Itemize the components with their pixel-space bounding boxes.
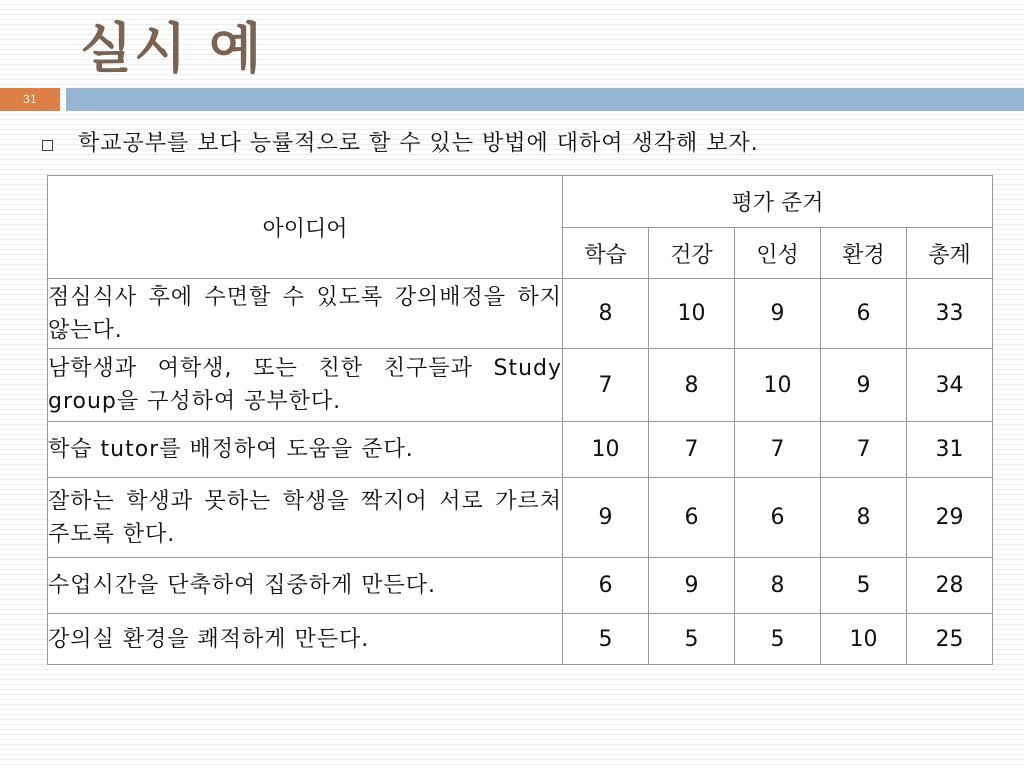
score-cell: 9 bbox=[563, 478, 649, 558]
score-cell: 10 bbox=[821, 614, 907, 665]
column-header-environment: 환경 bbox=[821, 228, 907, 279]
score-cell: 7 bbox=[735, 422, 821, 478]
table-row bbox=[48, 614, 993, 665]
bullet-text: 학교공부를 보다 능률적으로 할 수 있는 방법에 대하여 생각해 보자. bbox=[78, 131, 759, 156]
score-cell: 6 bbox=[735, 478, 821, 558]
score-cell: 7 bbox=[649, 422, 735, 478]
idea-cell: 점심식사 후에 수면할 수 있도록 강의배정을 하지 않는다. bbox=[48, 279, 563, 349]
score-cell: 6 bbox=[821, 279, 907, 349]
score-cell: 5 bbox=[649, 614, 735, 665]
score-cell: 9 bbox=[649, 558, 735, 614]
slide-title: 실시 예 bbox=[80, 17, 264, 80]
column-header-learning: 학습 bbox=[563, 228, 649, 279]
table-row bbox=[48, 478, 993, 558]
column-header-total: 총계 bbox=[907, 228, 993, 279]
score-cell: 8 bbox=[649, 349, 735, 422]
column-header-health: 건강 bbox=[649, 228, 735, 279]
idea-column-header: 아이디어 bbox=[48, 176, 563, 279]
total-cell: 31 bbox=[907, 422, 993, 478]
criteria-header: 평가 준거 bbox=[563, 176, 993, 228]
total-cell: 29 bbox=[907, 478, 993, 558]
score-cell: 6 bbox=[563, 558, 649, 614]
score-cell: 9 bbox=[735, 279, 821, 349]
evaluation-table bbox=[47, 175, 993, 665]
score-cell: 7 bbox=[563, 349, 649, 422]
score-cell: 7 bbox=[821, 422, 907, 478]
total-cell: 33 bbox=[907, 279, 993, 349]
score-cell: 5 bbox=[563, 614, 649, 665]
table-header-row bbox=[48, 176, 993, 228]
idea-cell: 수업시간을 단축하여 집중하게 만든다. bbox=[48, 558, 563, 614]
score-cell: 5 bbox=[735, 614, 821, 665]
score-cell: 9 bbox=[821, 349, 907, 422]
total-cell: 25 bbox=[907, 614, 993, 665]
score-cell: 5 bbox=[821, 558, 907, 614]
column-header-character: 인성 bbox=[735, 228, 821, 279]
table-row bbox=[48, 349, 993, 422]
slide-number: 31 bbox=[0, 88, 60, 111]
idea-cell: 강의실 환경을 쾌적하게 만든다. bbox=[48, 614, 563, 665]
table-row bbox=[48, 279, 993, 349]
score-cell: 10 bbox=[563, 422, 649, 478]
score-cell: 8 bbox=[563, 279, 649, 349]
header-bar bbox=[66, 88, 1024, 111]
table-row bbox=[48, 558, 993, 614]
score-cell: 8 bbox=[821, 478, 907, 558]
score-cell: 6 bbox=[649, 478, 735, 558]
table-row bbox=[48, 422, 993, 478]
score-cell: 8 bbox=[735, 558, 821, 614]
score-cell: 10 bbox=[735, 349, 821, 422]
square-bullet-icon bbox=[42, 140, 53, 151]
idea-cell: 학습 tutor를 배정하여 도움을 준다. bbox=[48, 422, 563, 478]
score-cell: 10 bbox=[649, 279, 735, 349]
bullet-point bbox=[42, 126, 1002, 166]
idea-cell: 잘하는 학생과 못하는 학생을 짝지어 서로 가르쳐 주도록 한다. bbox=[48, 478, 563, 558]
total-cell: 34 bbox=[907, 349, 993, 422]
idea-cell: 남학생과 여학생, 또는 친한 친구들과 Study group을 구성하여 공부한다. bbox=[48, 349, 563, 422]
total-cell: 28 bbox=[907, 558, 993, 614]
